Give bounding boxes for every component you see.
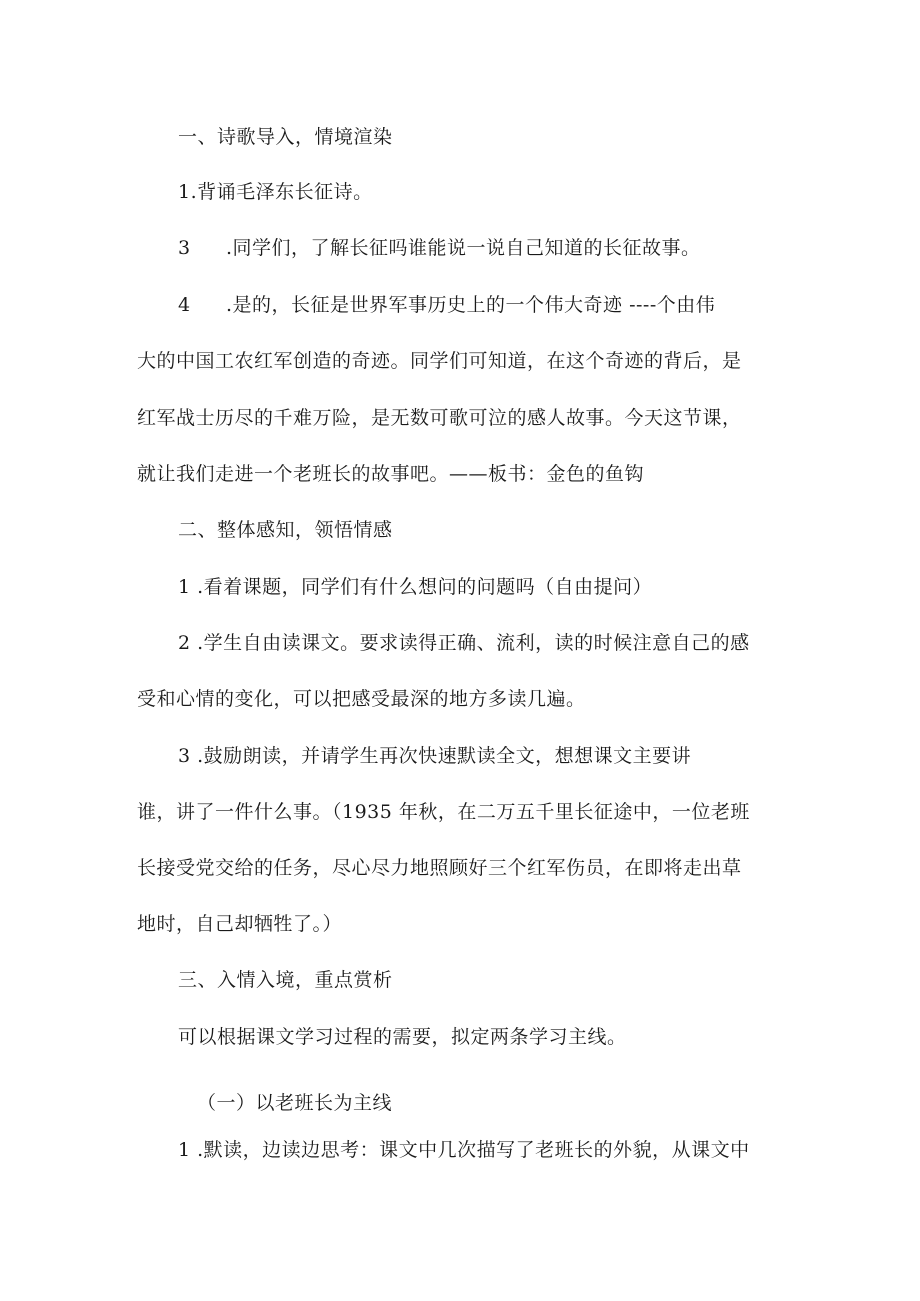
item-number: 4 <box>178 294 191 316</box>
paragraph-continuation: 就让我们走进一个老班长的故事吧。——板书：金色的鱼钩 <box>137 463 645 485</box>
section-heading-2: 二、整体感知，领悟情感 <box>178 519 393 541</box>
paragraph-continuation: 红军战士历尽的千难万险，是无数可歌可泣的感人故事。今天这节课， <box>137 407 742 429</box>
paragraph-continuation: 大的中国工农红军创造的奇迹。同学们可知道，在这个奇迹的背后，是 <box>137 350 742 372</box>
paragraph-item-1: 1 .默读，边读边思考：课文中几次描写了老班长的外貌，从课文中 <box>178 1139 750 1161</box>
paragraph-continuation: 长接受党交给的任务，尽心尽力地照顾好三个红军伤员，在即将走出草 <box>137 857 742 879</box>
item-text: .是的，长征是世界军事历史上的一个伟大奇迹 ----个由伟 <box>226 294 716 316</box>
item-text: .同学们，了解长征吗谁能说一说自己知道的长征故事。 <box>226 237 701 259</box>
paragraph-item-1: 1.背诵毛泽东长征诗。 <box>178 181 373 203</box>
paragraph-continuation: 地时，自己却牺牲了。） <box>137 913 343 935</box>
paragraph-item-3 <box>178 235 701 261</box>
paragraph-item-3: 3 .鼓励朗读，并请学生再次快速默读全文，想想课文主要讲 <box>178 745 692 767</box>
paragraph-intro: 可以根据课文学习过程的需要，拟定两条学习主线。 <box>178 1026 627 1048</box>
section-heading-3: 三、入情入境，重点赏析 <box>178 969 393 991</box>
paragraph-continuation: 谁，讲了一件什么事。（1935 年秋，在二万五千里长征途中，一位老班 <box>137 801 750 823</box>
paragraph-continuation: 受和心情的变化，可以把感受最深的地方多读几遍。 <box>137 688 586 710</box>
paragraph-item-4 <box>178 292 715 318</box>
paragraph-item-2: 2 .学生自由读课文。要求读得正确、流利，读的时候注意自己的感 <box>178 632 750 654</box>
item-number: 3 <box>178 237 191 259</box>
paragraph-item-1: 1 .看着课题，同学们有什么想问的问题吗（自由提问） <box>178 576 653 598</box>
subsection-heading: （一）以老班长为主线 <box>197 1092 393 1114</box>
section-heading-1: 一、诗歌导入，情境渲染 <box>178 126 393 148</box>
